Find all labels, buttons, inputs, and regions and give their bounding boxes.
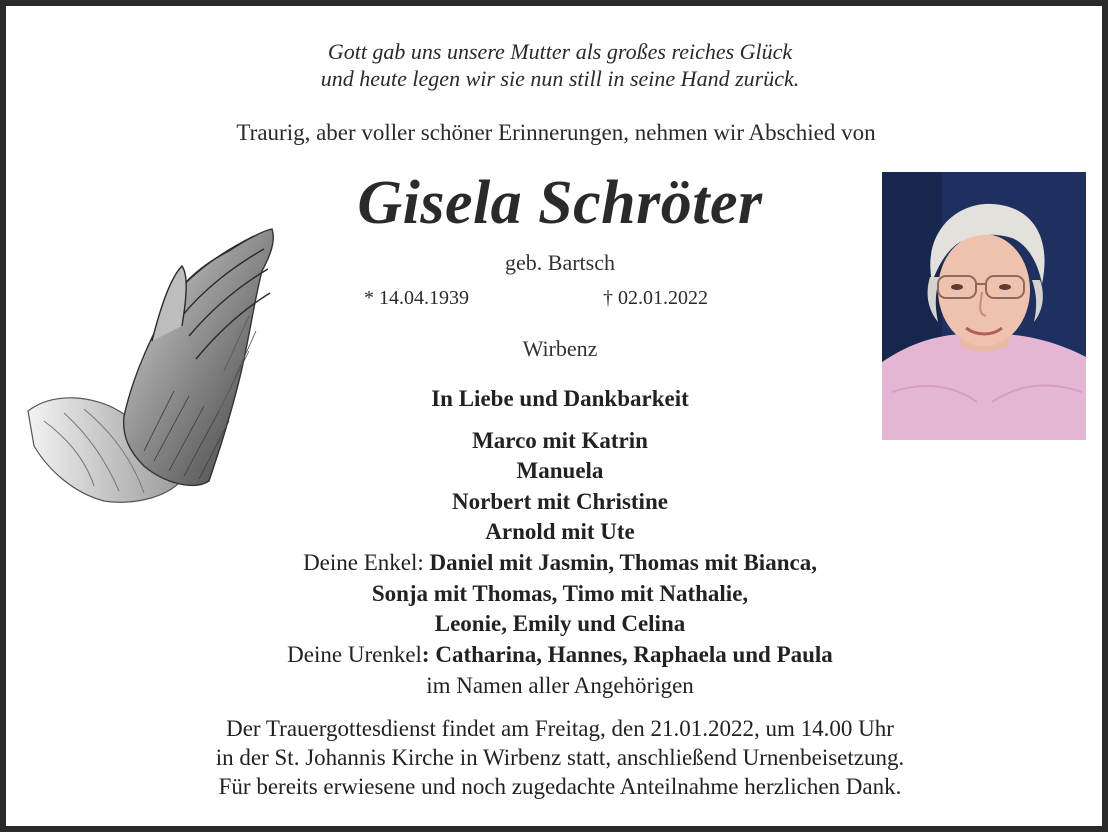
service-line-3: Für bereits erwiesene und noch zugedachte Anteilnahme herzlichen Dank. xyxy=(218,774,902,799)
child-3: Norbert mit Christine xyxy=(452,489,668,514)
great-grandchildren-label: Deine Urenkel xyxy=(287,642,422,667)
grandchildren-label: Deine Enkel: xyxy=(303,550,430,575)
place-of-residence: Wirbenz xyxy=(522,336,598,361)
motto-line-2: und heute legen wir sie nun still in seine Hand zurück. xyxy=(320,66,800,91)
birth-date: * 14.04.1939 xyxy=(364,287,469,309)
intro-text: Traurig, aber voller schöner Erinnerungen, nehmen wir Abschied von xyxy=(236,120,876,145)
motto-line-1: Gott gab uns unsere Mutter als großes reiches Glück xyxy=(327,39,793,64)
grandchildren-names-1: Daniel mit Jasmin, Thomas mit Bianca, xyxy=(429,550,817,575)
child-4: Arnold mit Ute xyxy=(485,519,635,544)
maiden-name: geb. Bartsch xyxy=(505,250,615,275)
portrait-image xyxy=(882,172,1086,440)
child-2: Manuela xyxy=(516,458,604,483)
closing-line: im Namen aller Angehörigen xyxy=(426,673,694,698)
service-line-2: in der St. Johannis Kirche in Wirbenz statt, anschließend Urnenbeisetzung. xyxy=(215,745,905,770)
great-grandchildren-names: : Catharina, Hannes, Raphaela und Paula xyxy=(421,642,833,667)
grandchildren-line-3: Leonie, Emily und Celina xyxy=(434,611,686,636)
service-line-1: Der Trauergottesdienst findet am Freitag, den 21.01.2022, um 14.00 Uhr xyxy=(226,716,894,741)
praying-hands-icon xyxy=(24,221,284,521)
family-heading: In Liebe und Dankbarkeit xyxy=(431,386,689,411)
portrait-photo xyxy=(882,172,1086,440)
grandchildren-line-2: Sonja mit Thomas, Timo mit Nathalie, xyxy=(371,581,749,606)
child-1: Marco mit Katrin xyxy=(472,428,648,453)
death-date: † 02.01.2022 xyxy=(603,287,708,309)
grandchildren-line-1 xyxy=(6,548,1108,579)
great-grandchildren-line xyxy=(6,640,1108,671)
deceased-name: Gisela Schröter xyxy=(357,169,763,237)
